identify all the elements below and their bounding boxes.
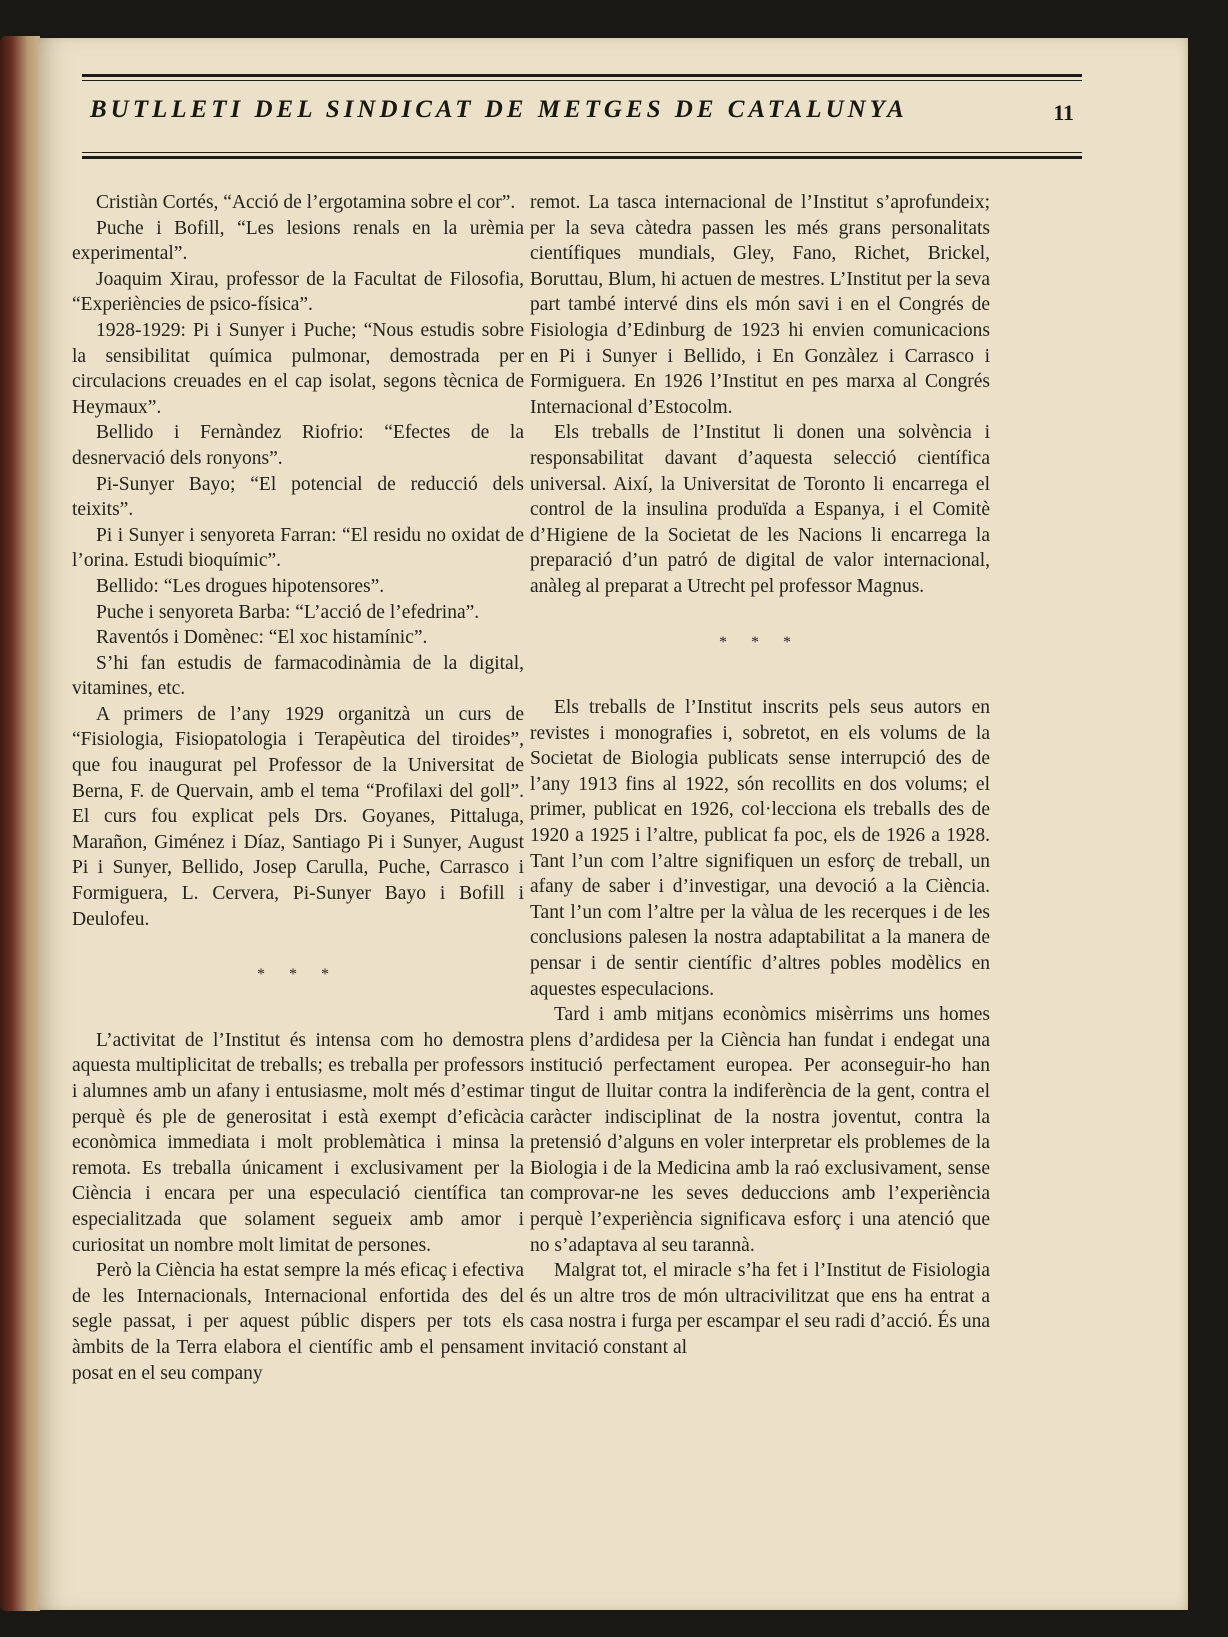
running-header bbox=[82, 74, 1082, 166]
paragraph: Pi i Sunyer i senyoreta Farran: “El residu no oxidat de l’orina. Estudi bioquímic”. bbox=[72, 524, 524, 572]
paragraph: Bellido: “Les drogues hipotensores”. bbox=[96, 575, 385, 597]
right-column bbox=[530, 190, 990, 1361]
section-separator: * * * bbox=[719, 633, 801, 651]
paragraph: Bellido i Fernàndez Riofrio: “Efectes de la desnervació dels ronyons”. bbox=[72, 422, 524, 469]
paragraph: Cristiàn Cortés, “Acció de l’ergotamina sobre el cor”. bbox=[96, 192, 516, 213]
section-separator: * * * bbox=[257, 966, 339, 984]
paragraph: Joaquim Xirau, professor de la Facultat de Filosofia, “Experiències de psico-física”. bbox=[72, 268, 524, 316]
paragraph: Pi-Sunyer Bayo; “El potencial de reducció dels teixits”. bbox=[72, 473, 524, 521]
paragraph: Els treballs de l’Institut inscrits pels seus autors en revistes i monografies i, sobretot, en els volums de la Societat de Biologia publicats sense interrupció des de l’any 1913 fins al 1922, són recollits en dos volums; el primer, publicat en 1926, col·lecciona els treballs des de 1920 a 1925 i l’altre, publicat fa poc, els de 1926 a 1928. Tant l’un com l’altre signifiquen un esforç de treball, un afany de saber i d’investigar, una devoció a la Ciència. Tant l’un com l’altre per la vàlua de les recerques i de les conclusions palesen la nostra adaptabilitat a la manera de pensar i de sentir científic d’altres pobles modèlics en aquestes especulacions. bbox=[530, 697, 990, 1000]
book-spine bbox=[0, 36, 40, 1611]
header-rule-top-thin bbox=[82, 80, 1082, 81]
paragraph: S’hi fan estudis de farmacodinàmia de la digital, vitamines, etc. bbox=[72, 652, 524, 700]
paragraph: A primers de l’any 1929 organitzà un curs de “Fisiologia, Fisiopatologia i Terapèutica del tiroides”, que fou inaugurat pel Professor de la Universitat de Berna, F. de Quervain, amb el tema “Profilaxi del goll”. El curs fou explicat pels Drs. Goyanes, Pittaluga, Marañon, Giménez i Díaz, Santiago Pi i Sunyer, August Pi i Sunyer, Bellido, Josep Carulla, Puche, Carrasco i Formiguera, L. Cervera, Pi-Sunyer Bayo i Bofill i Deulofeu. bbox=[72, 703, 524, 930]
paragraph: 1928-1929: Pi i Sunyer i Puche; “Nous estudis sobre la sensibilitat química pulmonar, demostrada per circulacions creuades en el cap isolat, segons tècnica de Heymaux”. bbox=[72, 319, 524, 418]
paragraph: Malgrat tot, el miracle s’ha fet i l’Institut de Fisiologia és un altre tros de món ultracivilitzat que ens ha entrat a casa nostra i furga per escampar el seu radi d’acció. És una invitació constant al bbox=[530, 1260, 990, 1358]
left-column bbox=[72, 190, 524, 1386]
header-rule-top bbox=[82, 74, 1082, 77]
paragraph: Tard i amb mitjans econòmics misèrrims uns homes plens d’ardidesa per la Ciència han fundat i endegat una institució perfectament europea. Per aconseguir-ho han tingut de lluitar contra la indiferència de la gent, contra el caràcter indisciplinat de la nostra joventut, contra la pretensió d’alguns en voler interpretar els problemes de la Biologia i de la Medicina amb la raó exclusivament, sense comprovar-ne les seves deduccions amb l’experiència perquè l’experiència significava esforç i una atenció que no s’adaptava al seu tarannà. bbox=[530, 1004, 990, 1256]
header-rule-bottom-thin bbox=[82, 152, 1082, 153]
journal-title: BUTLLETI DEL SINDICAT DE METGES DE CATALUNYA bbox=[90, 96, 908, 123]
page-number: 11 bbox=[1053, 100, 1074, 125]
paragraph: Però la Ciència ha estat sempre la més eficaç i efectiva de les Internacionals, Internacional enfortida des del segle passat, i per aquest públic dispers per tots els àmbits de la Terra elabora el científic amb el pensament posat en el seu company bbox=[72, 1260, 524, 1384]
paragraph: Puche i Bofill, “Les lesions renals en la urèmia experimental”. bbox=[72, 217, 524, 265]
header-rule-bottom bbox=[82, 156, 1082, 159]
paragraph: L’activitat de l’Institut és intensa com ho demostra aquesta multiplicitat de treballs; es treballa per professors i alumnes amb un afany i entusiasme, molt més d’estimar perquè és ple de generositat i està exempt d’eficàcia econòmica immediata i molt problemàtica i minsa la remota. Es treballa únicament i exclusivament per la Ciència i encara per una especulació científica tan especialitzada que solament segueix amb amor i curiositat un nombre molt limitat de persones. bbox=[72, 1029, 524, 1256]
paragraph: Els treballs de l’Institut li donen una solvència i responsabilitat davant d’aquesta selecció científica universal. Així, la Universitat de Toronto li encarrega el control de la insulina produïda a Espanya, i el Comitè d’Higiene de la Societat de les Nacions li encarrega la preparació d’un patró de digital de valor internacional, anàleg al preparat a Utrecht pel professor Magnus. bbox=[530, 422, 990, 597]
paragraph: Puche i senyoreta Barba: “L’acció de l’efedrina”. bbox=[96, 601, 480, 623]
paragraph: remot. La tasca internacional de l’Institut s’aprofundeix; per la seva càtedra passen les més grans personalitats científiques mundials, Gley, Fano, Richet, Brickel, Boruttau, Blum, hi actuen de mestres. L’Institut per la seva part també intervé dins els món savi i en el Congrés de Fisiologia d’Edinburg de 1923 hi envien comunicacions en Pi i Sunyer i Bellido, i En Gonzàlez i Carrasco i Formiguera. En 1926 l’Institut en pes marxa al Congrés Internacional d’Estocolm. bbox=[530, 192, 990, 418]
paragraph: Raventós i Domènec: “El xoc histamínic”. bbox=[96, 627, 428, 649]
